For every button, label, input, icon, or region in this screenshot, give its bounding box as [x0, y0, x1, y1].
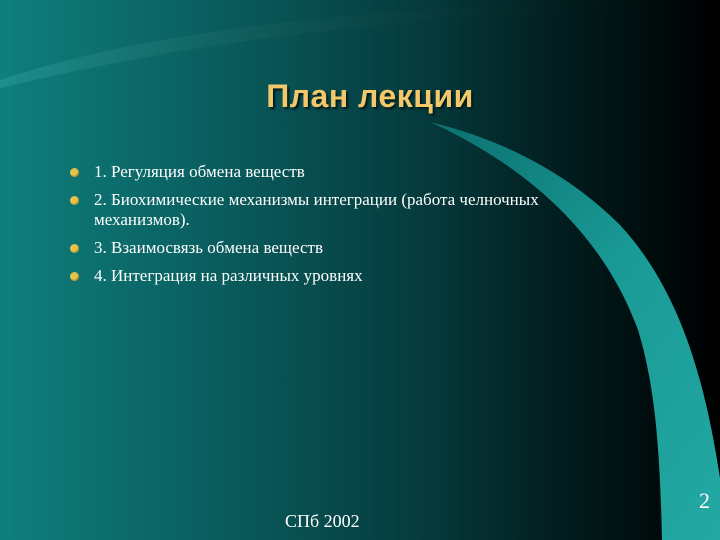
bullet-text: 4. Интеграция на различных уровнях	[94, 266, 363, 285]
top-arc-shape	[0, 0, 720, 88]
bullet-item	[70, 162, 630, 182]
bullet-item	[70, 190, 630, 230]
slide-title: План лекции	[266, 78, 474, 114]
bullet-text: 2. Биохимические механизмы интеграции (работа челночных механизмов).	[94, 190, 539, 229]
bullet-item	[70, 238, 630, 258]
page-number: 2	[699, 488, 710, 513]
bullet-text: 1. Регуляция обмена веществ	[94, 162, 305, 181]
bullet-dot-icon	[70, 168, 79, 177]
bullet-dot-icon	[70, 244, 79, 253]
bullet-list	[70, 162, 630, 294]
bullet-text: 3. Взаимосвязь обмена веществ	[94, 238, 323, 257]
bullet-dot-icon	[70, 196, 79, 205]
slide-footer: СПб 2002	[285, 511, 360, 531]
bullet-item	[70, 266, 630, 286]
bullet-dot-icon	[70, 272, 79, 281]
